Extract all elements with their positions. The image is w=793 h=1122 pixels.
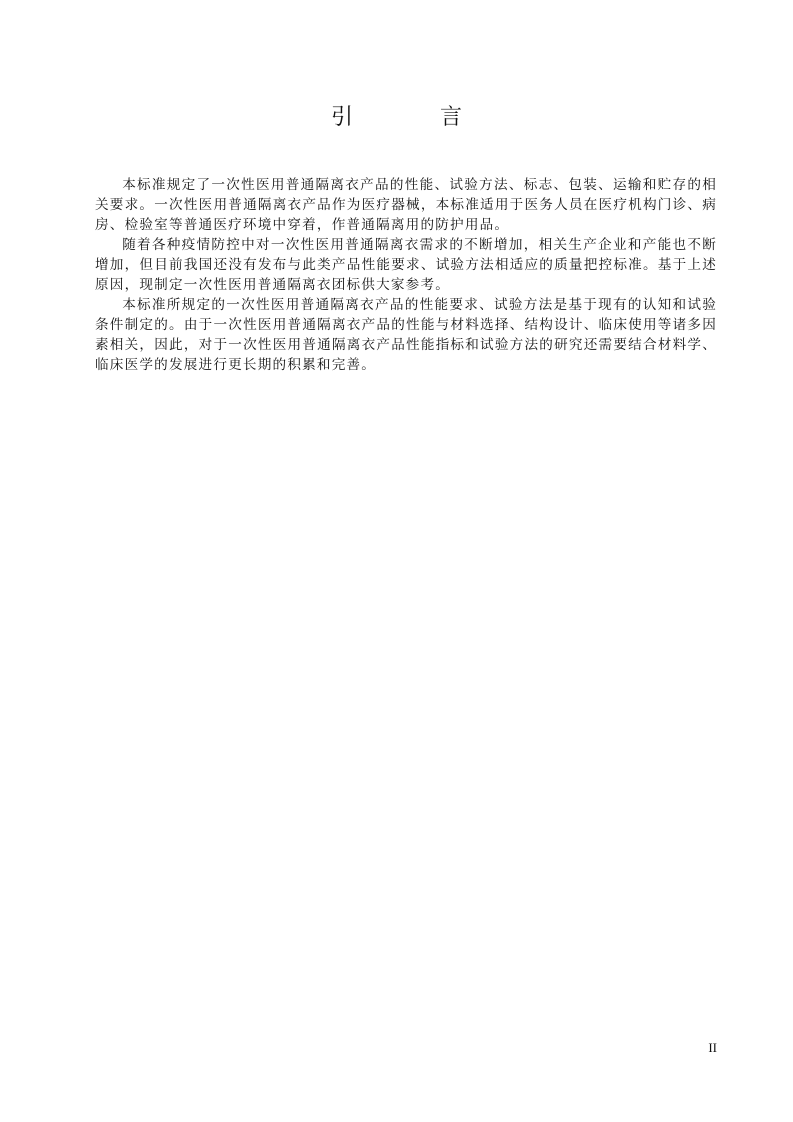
paragraph-basis: 本标准所规定的一次性医用普通隔离衣产品的性能要求、试验方法是基于现有的认知和试验条件制定的。由于一次性医用普通隔离衣产品的性能与材料选择、结构设计、临床使用等诸多因素相关，因此，对于一次性医用普通隔离衣产品性能指标和试验方法的研究还需要结合材料学、临床医学的发展进行更长期的积累和完善。 — [95, 297, 717, 373]
page-title: 引 言 — [331, 105, 502, 130]
paragraph-background: 随着各种疫情防控中对一次性医用普通隔离衣需求的不断增加，相关生产企业和产能也不断增加，但目前我国还没有发布与此类产品性能要求、试验方法相适应的质量把控标准。基于上述原因，现制定一次性医用普通隔离衣团标供大家参考。 — [95, 237, 717, 293]
body-text — [95, 175, 717, 375]
page-number: II — [708, 1040, 717, 1055]
paragraph-scope: 本标准规定了一次性医用普通隔离衣产品的性能、试验方法、标志、包装、运输和贮存的相关要求。一次性医用普通隔离衣产品作为医疗器械，本标准适用于医务人员在医疗机构门诊、病房、检验室等普通医疗环境中穿着，作普通隔离用的防护用品。 — [95, 177, 717, 233]
